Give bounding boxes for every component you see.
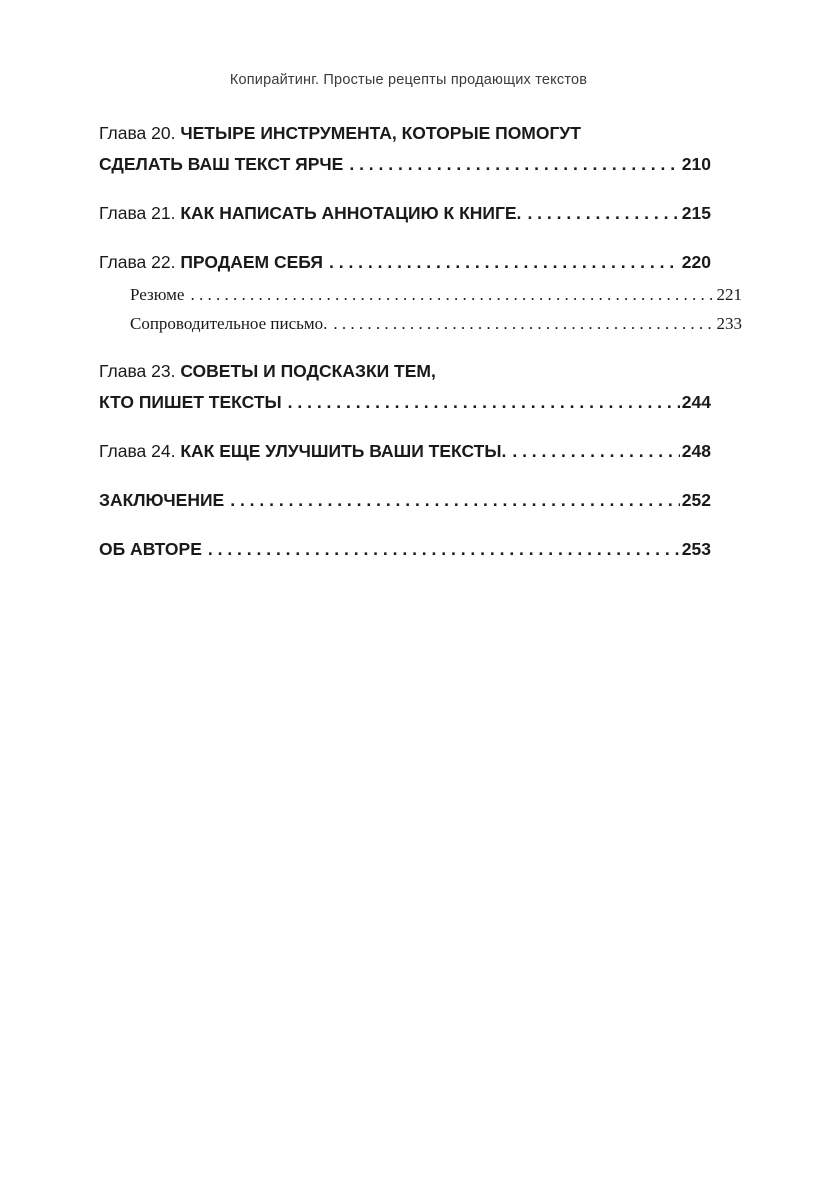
page-number: 215	[681, 203, 711, 223]
page-number: 220	[681, 252, 711, 272]
chapter-title-continued: КТО ПИШЕТ ТЕКСТЫ	[99, 392, 282, 412]
chapter-title: ПРОДАЕМ СЕБЯ	[180, 252, 323, 272]
chapter-title: КАК ЕЩЕ УЛУЧШИТЬ ВАШИ ТЕКСТЫ.	[180, 441, 507, 461]
page-number: 233	[716, 314, 742, 333]
page-number: 253	[681, 539, 711, 559]
dot-leader	[349, 149, 679, 180]
running-header: Копирайтинг. Простые рецепты продающих текстов	[229, 72, 588, 88]
chapter-title-continued: СДЕЛАТЬ ВАШ ТЕКСТ ЯРЧЕ	[99, 154, 344, 174]
toc-entry-chapter-24[interactable]	[99, 436, 711, 467]
page-number: 210	[681, 154, 711, 174]
chapter-label: Глава 22.	[99, 252, 176, 272]
toc-entry-about-author[interactable]	[99, 534, 711, 565]
dot-leader	[208, 534, 680, 565]
subsection-title: Резюме	[130, 285, 185, 304]
chapter-label: Глава 23.	[99, 361, 176, 381]
page-number: 221	[716, 285, 742, 304]
chapter-label: Глава 20.	[99, 123, 176, 143]
section-title: ЗАКЛЮЧЕНИЕ	[99, 490, 225, 510]
chapter-title: КАК НАПИСАТЬ АННОТАЦИЮ К КНИГЕ.	[180, 203, 522, 223]
dot-leader	[527, 198, 679, 229]
table-of-contents	[99, 118, 742, 565]
toc-entry-conclusion[interactable]	[99, 485, 711, 516]
dot-leader	[512, 436, 679, 467]
toc-entry-chapter-23[interactable]	[99, 356, 711, 418]
toc-entry-chapter-22[interactable]	[99, 247, 742, 338]
dot-leader	[288, 387, 680, 418]
subsection-title: Сопроводительное письмо.	[130, 314, 328, 333]
page-number: 252	[681, 490, 711, 510]
chapter-label: Глава 24.	[99, 441, 176, 461]
page-number: 244	[681, 392, 711, 412]
toc-subentry-cover-letter[interactable]	[99, 309, 742, 338]
section-title: ОБ АВТОРЕ	[99, 539, 202, 559]
chapter-title: СОВЕТЫ И ПОДСКАЗКИ ТЕМ,	[180, 361, 436, 381]
toc-entry-chapter-20[interactable]	[99, 118, 711, 180]
chapter-label: Глава 21.	[99, 203, 176, 223]
dot-leader	[333, 309, 714, 338]
chapter-title: ЧЕТЫРЕ ИНСТРУМЕНТА, КОТОРЫЕ ПОМОГУТ	[180, 123, 581, 143]
dot-leader	[190, 280, 714, 309]
toc-subentry-resume[interactable]	[99, 280, 742, 309]
dot-leader	[329, 247, 680, 278]
subsection-list	[99, 280, 742, 338]
page-number: 248	[681, 441, 711, 461]
dot-leader	[230, 485, 680, 516]
toc-entry-chapter-21[interactable]	[99, 198, 711, 229]
